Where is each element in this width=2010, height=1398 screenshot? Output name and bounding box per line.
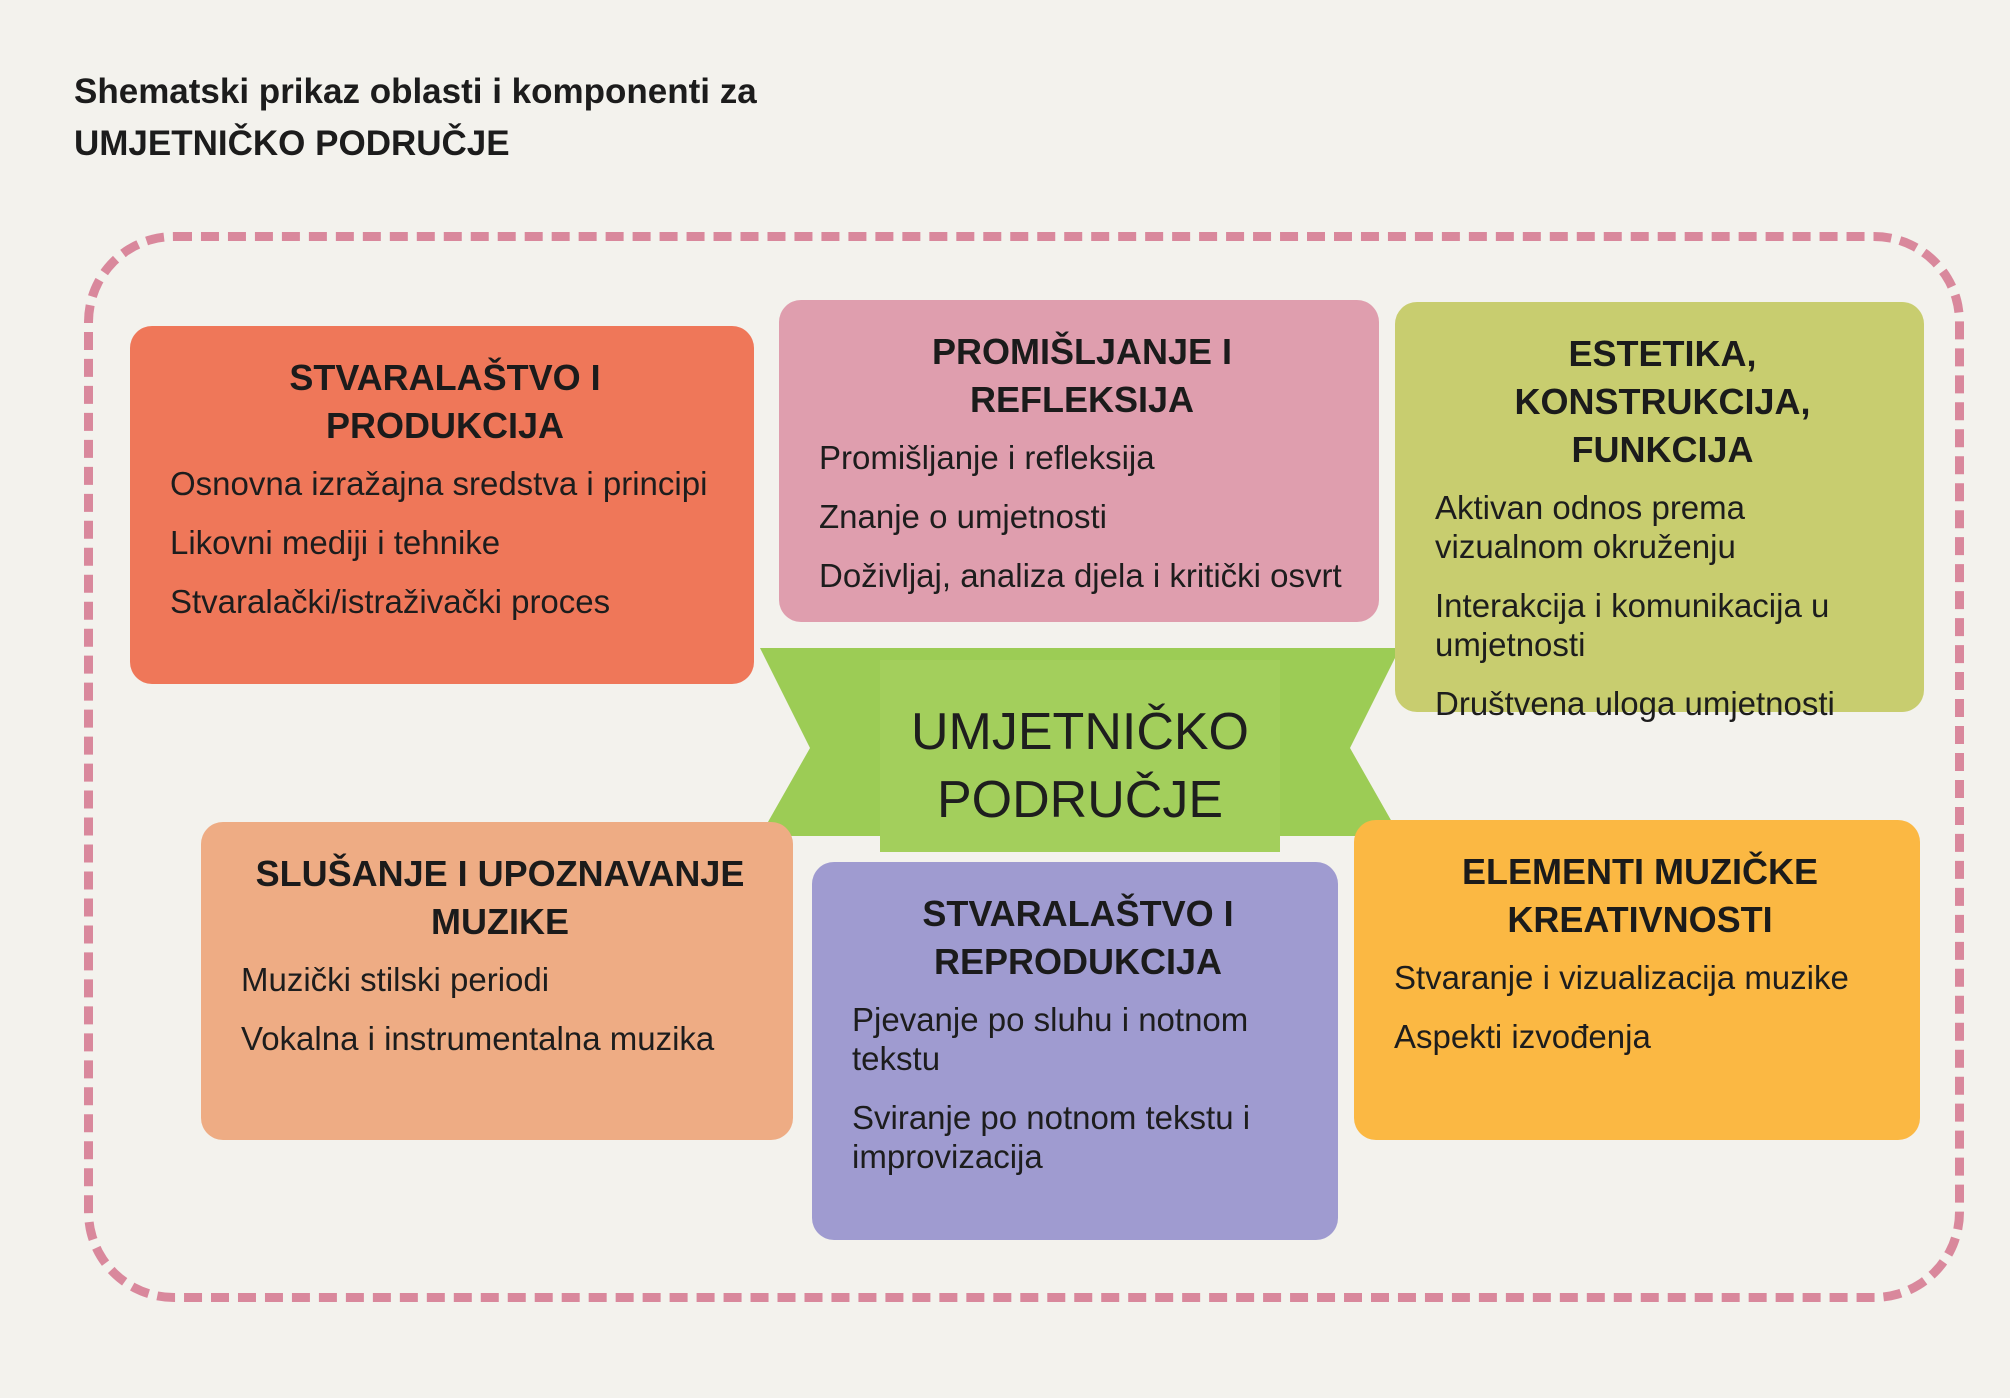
- component-item: Likovni mediji i tehnike: [170, 524, 501, 561]
- component-item: Stvaranje i vizualizacija muzike: [1394, 959, 1849, 996]
- component-list: [1435, 488, 1890, 723]
- box-heading: ESTETIKA, KONSTRUKCIJA, FUNKCIJA: [1514, 333, 1811, 470]
- center-label-line-1: UMJETNIČKO: [911, 703, 1249, 761]
- box-elementi-muzicke-kreativnosti: [1354, 820, 1920, 1140]
- component-item: Osnovna izražajna sredstva i principi: [170, 465, 708, 502]
- component-list: [1394, 958, 1886, 1056]
- component-item: Promišljanje i refleksija: [819, 439, 1155, 476]
- component-item: Interakcija i komunikacija u umjetnosti: [1435, 587, 1830, 663]
- component-item: Doživljaj, analiza djela i kritički osvrt: [819, 557, 1342, 594]
- box-heading: STVARALAŠTVO I REPRODUKCIJA: [922, 893, 1234, 982]
- component-list: [170, 464, 720, 621]
- component-item: Pjevanje po sluhu i notnom tekstu: [852, 1001, 1249, 1077]
- component-item: Vokalna i instrumentalna muzika: [241, 1020, 715, 1057]
- component-item: Muzički stilski periodi: [241, 961, 550, 998]
- component-item: Aspekti izvođenja: [1394, 1018, 1651, 1055]
- title-line-1: Shematski prikaz oblasti i komponenti za: [74, 72, 757, 111]
- component-list: [852, 1000, 1304, 1176]
- box-heading: ELEMENTI MUZIČKE KREATIVNOSTI: [1462, 851, 1818, 940]
- component-list: [241, 960, 759, 1058]
- component-item: Sviranje po notnom tekstu i improvizacija: [852, 1099, 1251, 1175]
- center-label-line-2: PODRUČJE: [936, 771, 1224, 829]
- component-list: [819, 438, 1345, 595]
- box-heading: SLUŠANJE I UPOZNAVANJE MUZIKE: [255, 853, 745, 942]
- component-item: Znanje o umjetnosti: [819, 498, 1107, 535]
- box-stvaralastvo-i-produkcija: [130, 326, 754, 684]
- title-line-2: UMJETNIČKO PODRUČJE: [74, 124, 510, 163]
- box-promisljanje-i-refleksija: [779, 300, 1379, 622]
- center-banner: [740, 640, 1420, 855]
- component-item: Aktivan odnos prema vizualnom okruženju: [1435, 489, 1746, 565]
- box-estetika-konstrukcija-funkcija: [1395, 302, 1924, 722]
- box-slusanje-i-upoznavanje-muzike: [201, 822, 793, 1140]
- center-label: [740, 698, 1420, 834]
- box-heading: PROMIŠLJANJE I REFLEKSIJA: [931, 331, 1233, 420]
- component-item: Stvaralački/istraživački proces: [170, 583, 611, 620]
- diagram-title: [74, 66, 757, 170]
- box-stvaralastvo-i-reprodukcija: [812, 862, 1338, 1240]
- component-item: Društvena uloga umjetnosti: [1435, 685, 1835, 722]
- box-heading: STVARALAŠTVO I PRODUKCIJA: [289, 357, 601, 446]
